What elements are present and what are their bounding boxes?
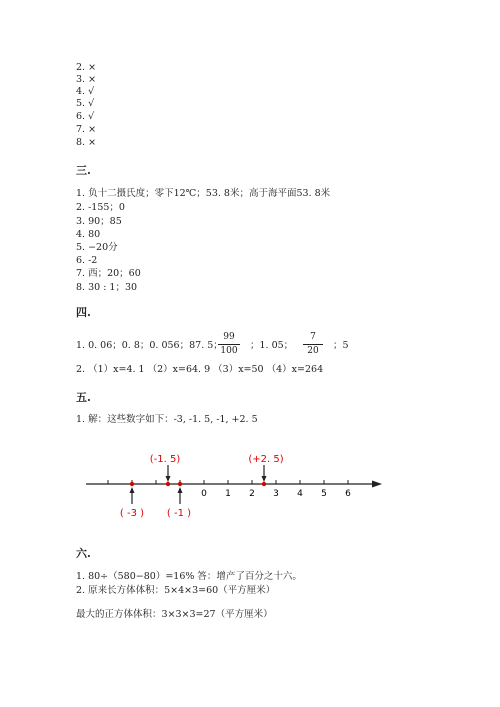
answer-item: 1. 解：这些数字如下：-3, -1. 5, -1, +2. 5	[76, 414, 258, 425]
answer-item: 4. 80	[76, 229, 101, 240]
answer-item: 1. 80÷（580−80）=16% 答：增产了百分之十六。	[76, 571, 302, 582]
point-neg3	[130, 482, 134, 486]
answer-item: 1. 负十二摄氏度；零下12℃；53. 8米；高于海平面53. 8米	[76, 188, 331, 199]
answer-item: 6. -2	[76, 255, 98, 266]
answer-item: 2. -155；0	[76, 202, 125, 213]
answer-item: 5. −20分	[76, 242, 118, 253]
answer-item: 2. ×	[76, 62, 97, 73]
label-neg1-5: (-1. 5)	[149, 454, 181, 465]
point-neg1	[178, 482, 182, 486]
tick-label-0: 0	[201, 489, 207, 499]
answer-item: 3. ×	[76, 74, 97, 85]
answer-item: 4. √	[76, 86, 95, 97]
section-heading: 四.	[76, 306, 91, 319]
answer-item: 7. 西；20；60	[76, 268, 141, 279]
answer-item: 最大的正方体体积：3×3×3=27（平方厘米）	[76, 609, 273, 620]
fraction	[218, 332, 240, 357]
answer-item: 3. 90；85	[76, 216, 122, 227]
label-neg3: ( -3 )	[119, 508, 145, 519]
number-line-diagram	[80, 446, 390, 526]
answer-item: 2. （1）x=4. 1 （2）x=64. 9 （3）x=50 （4）x=264	[76, 364, 324, 375]
arrowhead-neg1	[178, 487, 183, 493]
section-heading: 五.	[76, 391, 91, 404]
section-heading: 六.	[76, 547, 91, 560]
answer-item: 8. ×	[76, 137, 97, 148]
tick-label-3: 3	[273, 489, 279, 499]
fraction-denominator: 100	[220, 346, 238, 356]
tick-label-4: 4	[297, 489, 303, 499]
answer-item: 6. √	[76, 111, 95, 122]
answer-item: 5. √	[76, 98, 95, 109]
answer-item: 7. ×	[76, 124, 97, 135]
tick-label-1: 1	[225, 489, 231, 499]
arrowhead-neg1-5	[166, 476, 171, 482]
fraction-numerator: 99	[223, 332, 235, 342]
answer-item: 8. 30 : 1；30	[76, 282, 138, 293]
arrowhead-neg3	[130, 487, 135, 493]
tick-label-2: 2	[249, 489, 255, 499]
fraction	[303, 332, 323, 357]
axis-arrowhead	[372, 481, 382, 488]
answer-text: ；5	[333, 340, 349, 351]
fraction-denominator: 20	[307, 346, 319, 356]
point-pos2-5	[262, 482, 266, 486]
answer-text: 1. 0. 06；0. 8；0. 056；87. 5；	[76, 340, 223, 351]
tick-label-6: 6	[345, 489, 351, 499]
label-neg1: ( -1 )	[166, 508, 192, 519]
answer-text: ；1. 05；	[250, 340, 294, 351]
answer-item: 2. 原来长方体体积：5×4×3=60（平方厘米）	[76, 585, 276, 596]
section-heading: 三.	[76, 164, 91, 177]
label-pos2-5: (+2. 5)	[248, 454, 284, 465]
tick-label-5: 5	[321, 489, 327, 499]
fraction-numerator: 7	[310, 332, 316, 342]
point-neg1-5	[166, 482, 170, 486]
arrowhead-pos2-5	[262, 476, 267, 482]
